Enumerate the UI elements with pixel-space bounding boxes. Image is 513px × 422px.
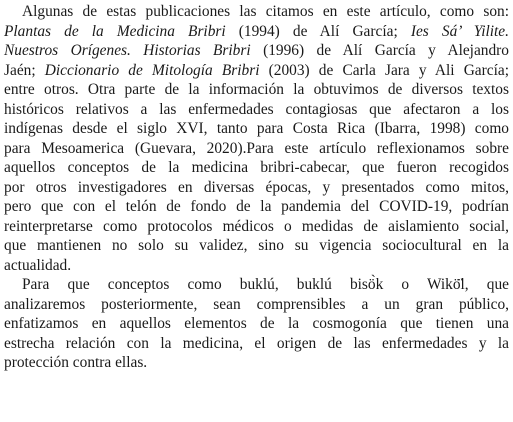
text-line	[4, 41, 509, 61]
text-line	[4, 334, 509, 354]
text-line	[4, 178, 509, 198]
text-line	[4, 119, 509, 139]
text-run: pero que con el telón de fondo de la pandemia del COVID-19, podrían	[4, 198, 509, 215]
text-line	[4, 314, 509, 334]
text-run: (1996) de Alí García y Alejandro	[250, 42, 510, 59]
paragraph-1	[4, 2, 509, 275]
body-text	[4, 2, 509, 373]
text-run: reinterpretarse como protocolos médicos o medidas de aislamiento social,	[4, 217, 509, 235]
text-run: para Mesoamerica (Guevara, 2020).Para este artículo reflexionamos sobre	[4, 139, 509, 157]
text-line	[4, 353, 509, 373]
text-run: protección contra ellas.	[4, 354, 148, 371]
italic-title: Ies Sá’ Yilite.	[410, 22, 509, 40]
text-line	[4, 295, 509, 315]
text-line	[4, 100, 509, 120]
text-line	[4, 256, 509, 276]
text-run: (2003) de Carla Jara y Ali García;	[259, 61, 509, 79]
text-run: indígenas desde el siglo XVI, tanto para Costa Rica (Ibarra, 1998) como	[4, 120, 509, 137]
italic-title: Plantas de la Medicina Bribri	[4, 22, 226, 40]
text-line	[4, 139, 509, 159]
text-line	[4, 217, 509, 237]
text-line	[4, 2, 509, 22]
text-line	[4, 275, 509, 295]
text-run: que mantienen no solo su validez, sino su vigencia sociocultural en la	[4, 237, 509, 254]
italic-title: Nuestros Orígenes. Historias Bribri	[4, 42, 251, 59]
text-run: Algunas de estas publicaciones las citamos en este artículo, como son:	[22, 3, 509, 20]
text-line	[4, 158, 509, 178]
text-run: Jaén;	[4, 61, 45, 79]
text-run: entre otros. Otra parte de la información la obtuvimos de diversos textos	[4, 81, 509, 98]
text-run: actualidad.	[4, 256, 72, 274]
text-line	[4, 22, 509, 42]
text-run: Para que conceptos como buklú, buklú bisö̀k o Wikö̈l, que	[22, 276, 509, 293]
text-run: históricos relativos a las enfermedades contagiosas que afectaron a los	[4, 100, 509, 118]
text-line	[4, 61, 509, 81]
text-run: aquellos conceptos de la medicina bribri-cabecar, que fueron recogidos	[4, 159, 509, 176]
italic-title: Diccionario de Mitología Bribri	[44, 61, 260, 79]
text-run: por otros investigadores en diversas épocas, y presentados como mitos,	[4, 178, 509, 196]
text-line	[4, 197, 509, 217]
paragraph-2	[4, 275, 509, 373]
text-line	[4, 80, 509, 100]
text-run: enfatizamos en aquellos elementos de la cosmogonía que tienen una	[4, 315, 509, 332]
text-run: estrecha relación con la medicina, el origen de las enfermedades y la	[4, 334, 509, 352]
text-run: analizaremos posteriormente, sean comprensibles a un gran público,	[4, 295, 509, 313]
text-run: (1994) de Alí García;	[225, 22, 411, 40]
text-line	[4, 236, 509, 256]
